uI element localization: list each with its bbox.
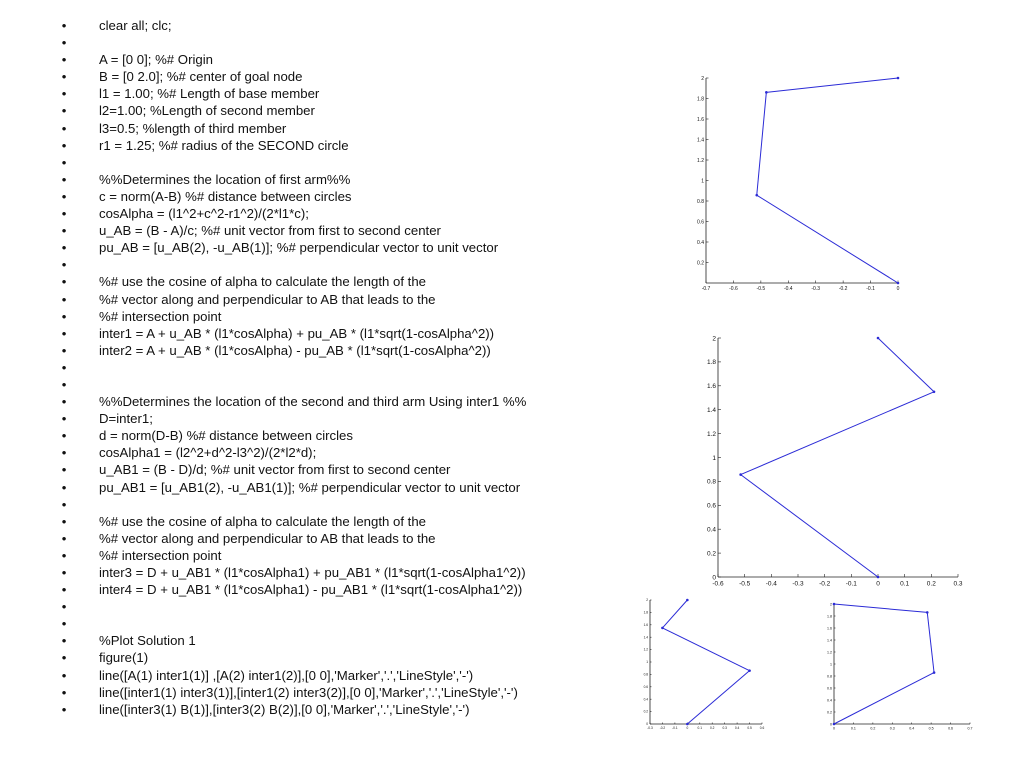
code-line — [58, 120, 618, 137]
code-line-text: inter3 = D + u_AB1 * (l1*cosAlpha1) + pu_AB1 * (l1*sqrt(1-cosAlpha1^2)) — [99, 565, 526, 580]
y-tick-label: 0 — [830, 722, 832, 727]
joint-point — [748, 669, 751, 672]
x-tick-label: 0.1 — [900, 580, 910, 588]
bullet-glyph: • — [61, 52, 67, 68]
code-line-text: D=inter1; — [99, 411, 153, 427]
code-line — [58, 581, 618, 598]
bullet-glyph: • — [61, 206, 67, 222]
code-line — [58, 222, 618, 239]
bullet-glyph: • — [61, 582, 67, 598]
code-line-text: inter4 = D + u_AB1 * (l1*cosAlpha1) - pu_AB1 * (l1*sqrt(1-cosAlpha1^2)) — [99, 582, 523, 598]
x-tick-label: -0.1 — [866, 286, 875, 292]
x-tick-label: -0.3 — [647, 726, 653, 731]
code-line — [58, 701, 618, 718]
x-tick-label: -0.2 — [659, 726, 666, 731]
y-tick-label: 2 — [830, 602, 832, 607]
arm-segment — [662, 600, 687, 628]
y-tick-label: 1.6 — [827, 626, 832, 631]
joint-point — [686, 599, 689, 602]
y-tick-label: 0.4 — [697, 239, 704, 246]
y-tick-label: 0 — [712, 574, 716, 582]
code-line-text: l3=0.5; %length of third member — [99, 120, 287, 136]
bullet-glyph: • — [61, 223, 67, 239]
bullet-glyph: • — [61, 291, 67, 307]
code-line — [58, 171, 618, 188]
x-tick-label: 0.2 — [870, 726, 876, 731]
bullet-glyph: • — [61, 599, 67, 615]
code-line-text: d = norm(D-B) %# distance between circles — [99, 428, 353, 444]
code-line — [58, 598, 618, 615]
code-line-text: c = norm(A-B) %# distance between circles — [99, 188, 352, 204]
joint-point — [877, 337, 880, 340]
code-line — [58, 291, 618, 308]
joint-point — [833, 723, 836, 726]
code-line-text: inter2 = A + u_AB * (l1*cosAlpha) - pu_AB * (l1*sqrt(1-cosAlpha^2)) — [99, 342, 491, 358]
x-tick-label: -0.1 — [845, 580, 857, 588]
x-tick-label: 0 — [896, 286, 900, 292]
x-tick-label: 0.5 — [928, 726, 934, 731]
joint-point — [933, 671, 936, 674]
y-tick-label: 0.4 — [706, 526, 716, 534]
code-line — [58, 615, 618, 632]
code-line — [58, 530, 618, 547]
y-tick-label: 0.8 — [827, 674, 832, 679]
code-line — [58, 205, 618, 222]
code-line-text: u_AB = (B - A)/c; %# unit vector from first to second center — [99, 223, 441, 239]
bullet-glyph: • — [61, 18, 67, 33]
code-line-text: %Plot Solution 1 — [99, 633, 196, 649]
code-line — [58, 393, 618, 410]
y-tick-label: 1.6 — [697, 116, 704, 123]
bullet-glyph: • — [61, 171, 67, 187]
code-line-text: %%Determines the location of the second and third arm Using inter1 %% — [99, 394, 527, 410]
code-line — [58, 684, 618, 701]
y-tick-label: 1.2 — [697, 157, 704, 164]
bullet-glyph: • — [61, 530, 67, 546]
x-tick-label: 0.3 — [889, 726, 895, 731]
plot-solution-1 — [698, 70, 908, 296]
bullet-glyph: • — [61, 667, 67, 683]
x-tick-label: 0.3 — [953, 580, 963, 588]
y-tick-label: 1.8 — [706, 359, 716, 367]
bullet-glyph: • — [61, 86, 67, 102]
y-tick-label: 0.6 — [697, 219, 704, 226]
code-line — [58, 547, 618, 564]
y-tick-label: 1 — [701, 178, 704, 185]
arm-segment — [927, 612, 934, 672]
code-line-text: u_AB1 = (B - D)/d; %# unit vector from first to second center — [99, 462, 451, 478]
y-tick-label: 1.6 — [706, 383, 716, 391]
code-line-text: B = [0 2.0]; %# center of goal node — [99, 69, 303, 85]
code-line — [58, 359, 618, 376]
bullet-glyph: • — [61, 103, 67, 119]
code-line — [58, 68, 618, 85]
plot-solution-2 — [707, 330, 969, 592]
code-line — [58, 308, 618, 325]
x-tick-label: 0 — [686, 726, 689, 731]
y-tick-label: 1.4 — [643, 635, 648, 640]
y-tick-label: 2 — [701, 75, 704, 82]
code-line-text: %# vector along and perpendicular to AB that leads to the — [99, 530, 436, 546]
code-line-text: figure(1) — [99, 650, 149, 666]
y-tick-label: 0.6 — [643, 684, 648, 689]
y-tick-label: 0.4 — [827, 698, 832, 703]
arm-segment — [662, 628, 749, 671]
joint-point — [897, 282, 900, 285]
y-tick-label: 2 — [646, 598, 648, 603]
bullet-glyph: • — [61, 342, 67, 358]
code-line-text: cosAlpha1 = (l2^2+d^2-l3^2)/(2*l2*d); — [99, 445, 317, 461]
code-line — [58, 461, 618, 478]
bullet-glyph: • — [61, 633, 67, 649]
plot-solution-4 — [822, 600, 974, 734]
bullet-glyph: • — [61, 394, 67, 410]
x-tick-label: -0.4 — [765, 580, 777, 588]
y-tick-label: 1.4 — [697, 137, 704, 144]
x-tick-label: -0.4 — [783, 286, 793, 292]
code-line-text: line([A(1) inter1(1)] ,[A(2) inter1(2)],[0 0],'Marker','.','LineStyle','-') — [99, 667, 474, 683]
joint-point — [661, 627, 664, 630]
x-tick-label: -0.1 — [672, 726, 678, 731]
code-line-text: line([inter3(1) B(1)],[inter3(2) B(2)],[0 0],'Marker','.','LineStyle','-') — [99, 701, 470, 717]
code-line — [58, 342, 618, 359]
code-line-text: %# use the cosine of alpha to calculate the length of the — [99, 513, 426, 529]
y-tick-label: 0.8 — [706, 478, 716, 486]
bullet-glyph: • — [61, 359, 67, 375]
x-tick-label: 0.4 — [909, 726, 915, 731]
bullet-glyph: • — [61, 376, 67, 392]
code-line-text: %%Determines the location of first arm%% — [99, 171, 351, 187]
bullet-glyph: • — [61, 240, 67, 256]
x-tick-label: 0.2 — [926, 580, 936, 588]
code-line-text: %# intersection point — [99, 308, 222, 324]
code-line — [58, 137, 618, 154]
x-tick-label: 0.1 — [697, 726, 702, 731]
x-tick-label: 0.7 — [967, 726, 973, 731]
arm-segment — [766, 78, 898, 92]
code-line-text: line([inter1(1) inter3(1)],[inter1(2) inter3(2)],[0 0],'Marker','.','LineStyle','-') — [99, 684, 518, 700]
y-tick-label: 1.4 — [706, 406, 716, 414]
y-tick-label: 1.4 — [827, 638, 832, 643]
y-tick-label: 1.2 — [827, 650, 832, 655]
code-line — [58, 479, 618, 496]
arm-segment — [834, 673, 934, 724]
code-line-text: cosAlpha = (l1^2+c^2-r1^2)/(2*l1*c); — [99, 206, 309, 222]
bullet-glyph: • — [61, 462, 67, 478]
x-tick-label: -0.6 — [712, 580, 724, 588]
code-line-text: %# vector along and perpendicular to AB that leads to the — [99, 291, 436, 307]
arm-segment — [878, 338, 934, 392]
joint-point — [686, 723, 689, 726]
code-line — [58, 273, 618, 290]
code-line — [58, 154, 618, 171]
code-line — [58, 632, 618, 649]
bullet-glyph: • — [61, 120, 67, 136]
joint-point — [933, 390, 936, 393]
bullet-glyph: • — [61, 650, 67, 666]
x-tick-label: 0.2 — [710, 726, 715, 731]
code-line — [58, 496, 618, 513]
code-line — [58, 102, 618, 119]
y-tick-label: 0.4 — [643, 697, 648, 702]
bullet-glyph: • — [61, 701, 67, 717]
y-tick-label: 0.2 — [697, 260, 704, 267]
code-line — [58, 325, 618, 342]
x-tick-label: -0.5 — [739, 580, 751, 588]
y-tick-label: 1.2 — [706, 430, 716, 438]
x-tick-label: -0.3 — [811, 286, 821, 292]
joint-point — [739, 473, 742, 476]
joint-point — [833, 603, 836, 606]
bullet-glyph: • — [61, 513, 67, 529]
y-tick-label: 0.6 — [827, 686, 832, 691]
y-tick-label: 1.8 — [697, 96, 704, 103]
x-tick-label: 0.5 — [747, 726, 752, 731]
bullet-glyph: • — [61, 274, 67, 290]
x-tick-label: 0.3 — [722, 726, 727, 731]
arm-segment — [757, 195, 898, 283]
arm-segment — [834, 604, 927, 612]
joint-point — [877, 576, 880, 579]
code-line-text: %# use the cosine of alpha to calculate the length of the — [99, 274, 426, 290]
code-line — [58, 667, 618, 684]
x-tick-label: -0.2 — [819, 580, 831, 588]
code-line — [58, 427, 618, 444]
y-tick-label: 1.8 — [827, 614, 832, 619]
bullet-glyph: • — [61, 69, 67, 85]
code-line-text: pu_AB1 = [u_AB1(2), -u_AB1(1)]; %# perpendicular vector to unit vector — [99, 479, 521, 495]
y-tick-label: 1.6 — [643, 622, 648, 627]
code-line — [58, 51, 618, 68]
bullet-glyph: • — [61, 188, 67, 204]
code-line — [58, 513, 618, 530]
code-line — [58, 564, 618, 581]
bullet-glyph: • — [61, 445, 67, 461]
bullet-glyph: • — [61, 308, 67, 324]
plot-solution-3 — [642, 596, 768, 734]
bullet-glyph: • — [61, 325, 67, 341]
x-tick-label: -0.6 — [729, 286, 738, 292]
code-line-text: l2=1.00; %Length of second member — [99, 103, 315, 119]
bullet-glyph: • — [61, 137, 67, 153]
arm-segment — [741, 475, 878, 577]
bullet-glyph: • — [61, 411, 67, 427]
y-tick-label: 2 — [712, 335, 716, 343]
joint-point — [897, 77, 900, 80]
code-line-text: A = [0 0]; %# Origin — [99, 52, 213, 68]
arm-segment — [741, 392, 934, 475]
code-line-text: pu_AB = [u_AB(2), -u_AB(1)]; %# perpendicular vector to unit vector — [99, 240, 499, 256]
arm-segment — [687, 671, 749, 724]
bullet-glyph: • — [61, 547, 67, 563]
y-tick-label: 1 — [830, 662, 832, 667]
x-tick-label: -0.7 — [701, 286, 711, 292]
code-line — [58, 256, 618, 273]
y-tick-label: 0.2 — [643, 709, 648, 714]
y-tick-label: 0.8 — [697, 198, 704, 205]
code-line — [58, 17, 618, 34]
code-bullet-list — [58, 17, 618, 718]
y-tick-label: 1 — [646, 660, 648, 665]
joint-point — [926, 611, 929, 614]
bullet-glyph: • — [61, 257, 67, 273]
y-tick-label: 1.8 — [643, 610, 648, 615]
code-line — [58, 188, 618, 205]
code-line — [58, 649, 618, 666]
y-tick-label: 1.2 — [643, 647, 648, 652]
bullet-glyph: • — [61, 565, 67, 580]
x-tick-label: -0.3 — [792, 580, 804, 588]
code-line — [58, 239, 618, 256]
code-line-text: clear all; clc; — [99, 18, 172, 33]
x-tick-label: 0 — [833, 726, 835, 731]
y-tick-label: 0 — [646, 722, 648, 727]
code-line — [58, 376, 618, 393]
bullet-glyph: • — [61, 684, 67, 700]
joint-point — [755, 194, 758, 197]
code-line — [58, 34, 618, 51]
code-line — [58, 444, 618, 461]
joint-point — [765, 91, 768, 94]
bullet-glyph: • — [61, 35, 67, 51]
y-tick-label: 1 — [712, 454, 716, 462]
y-tick-label: 0.2 — [706, 550, 716, 558]
bullet-glyph: • — [61, 154, 67, 170]
code-line-text: %# intersection point — [99, 547, 222, 563]
code-line-text: r1 = 1.25; %# radius of the SECOND circle — [99, 137, 349, 153]
x-tick-label: 0.4 — [734, 726, 740, 731]
x-tick-label: 0 — [876, 580, 880, 588]
x-tick-label: -0.2 — [838, 286, 848, 292]
x-tick-label: 0.6 — [759, 726, 765, 731]
code-line-text: l1 = 1.00; %# Length of base member — [99, 86, 320, 102]
bullet-glyph: • — [61, 428, 67, 444]
code-line — [58, 410, 618, 427]
code-line — [58, 85, 618, 102]
bullet-glyph: • — [61, 496, 67, 512]
x-tick-label: -0.5 — [756, 286, 766, 292]
y-tick-label: 0.6 — [706, 502, 716, 510]
y-tick-label: 0.8 — [643, 672, 648, 677]
bullet-glyph: • — [61, 616, 67, 632]
bullet-glyph: • — [61, 479, 67, 495]
y-tick-label: 0.2 — [827, 710, 832, 715]
x-tick-label: 0.6 — [948, 726, 954, 731]
x-tick-label: 0.1 — [850, 726, 856, 731]
arm-segment — [757, 92, 767, 195]
code-line-text: inter1 = A + u_AB * (l1*cosAlpha) + pu_AB * (l1*sqrt(1-cosAlpha^2)) — [99, 325, 495, 341]
